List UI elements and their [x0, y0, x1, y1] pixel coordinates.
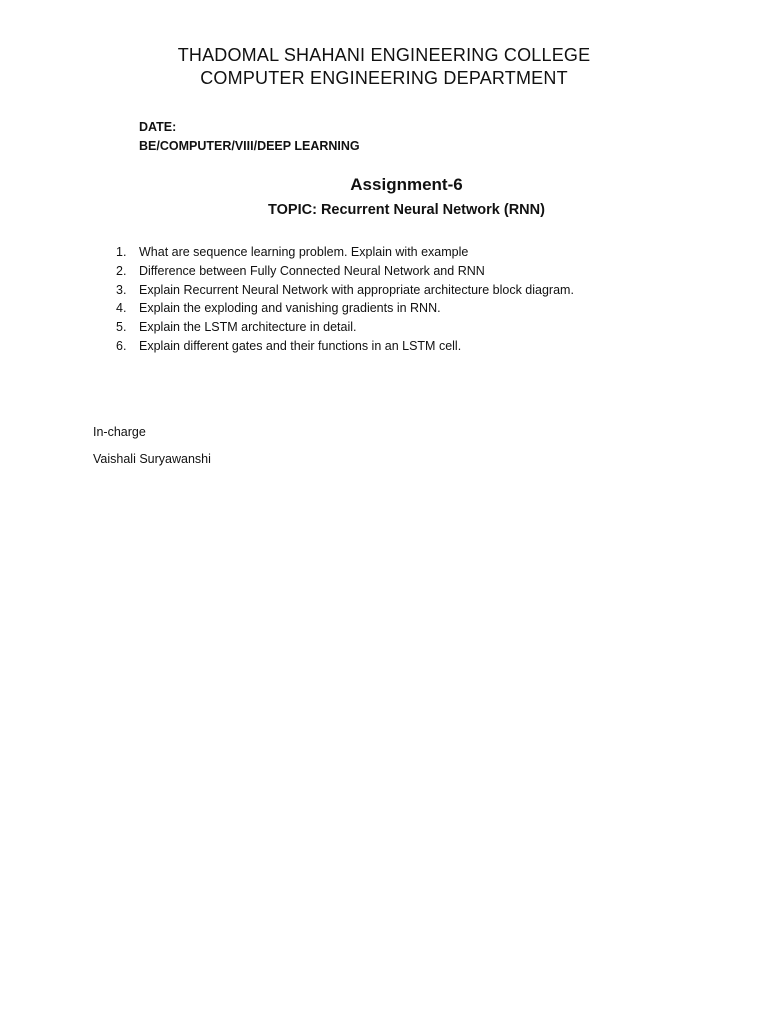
department-name: COMPUTER ENGINEERING DEPARTMENT — [200, 68, 568, 88]
question-item — [110, 318, 574, 337]
college-name: THADOMAL SHAHANI ENGINEERING COLLEGE — [177, 45, 591, 65]
question-number: 5. — [116, 320, 127, 335]
question-number: 6. — [116, 338, 127, 353]
incharge-label: In-charge — [93, 425, 146, 439]
question-number: 2. — [116, 263, 127, 278]
incharge-name: Vaishali Suryawanshi — [93, 452, 211, 466]
question-text: Explain the LSTM architecture in detail. — [139, 320, 357, 335]
assignment-title: Assignment-6 — [350, 175, 463, 194]
question-item — [110, 243, 574, 262]
question-number: 4. — [116, 301, 127, 316]
date-label: DATE: — [139, 120, 177, 134]
question-text: Explain the exploding and vanishing gradients in RNN. — [139, 301, 441, 316]
question-text: Difference between Fully Connected Neural Network and RNN — [139, 263, 485, 278]
question-number: 1. — [116, 245, 127, 259]
question-item — [110, 281, 574, 300]
document-header — [0, 44, 768, 90]
question-item — [110, 299, 574, 318]
document-meta — [139, 118, 360, 156]
question-item — [110, 262, 574, 281]
question-list — [110, 243, 574, 356]
question-text: What are sequence learning problem. Explain with example — [139, 245, 469, 259]
signature-block — [93, 423, 211, 477]
question-text: Explain different gates and their functions in an LSTM cell. — [139, 338, 462, 353]
assignment-topic: TOPIC: Recurrent Neural Network (RNN) — [268, 202, 545, 218]
question-text: Explain Recurrent Neural Network with appropriate architecture block diagram. — [139, 282, 574, 297]
course-line: BE/COMPUTER/VIII/DEEP LEARNING — [139, 139, 360, 153]
question-number: 3. — [116, 282, 127, 297]
question-item — [110, 337, 574, 356]
